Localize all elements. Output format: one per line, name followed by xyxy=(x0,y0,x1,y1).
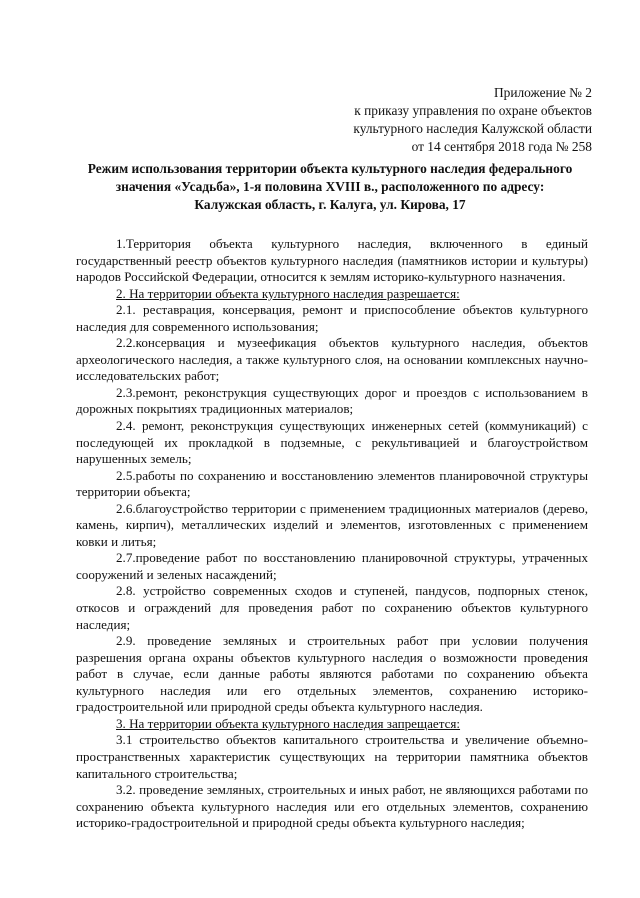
paragraph-2-4: 2.4. ремонт, реконструкция существующих инженерных сетей (коммуникаций) с последующей их прокладкой в подземные, с рекультивацией и благоустройством нарушенных земель; xyxy=(76,418,588,467)
title-line: значения «Усадьба», 1-я половина XVIII в., расположенного по адресу: xyxy=(115,179,545,194)
paragraph-2-8: 2.8. устройство современных сходов и ступеней, пандусов, подпорных стенок, откосов и ограждений для проведения работ по сохранению объектов культурного наследия; xyxy=(76,583,588,632)
title-line: Режим использования территории объекта культурного наследия федерального xyxy=(87,161,573,176)
paragraph-2-1: 2.1. реставрация, консервация, ремонт и приспособление объектов культурного наследия для современного использования; xyxy=(76,302,588,334)
paragraph-2-3: 2.3.ремонт, реконструкция существующих дорог и проездов с использованием в дорожных покрытиях традиционных материалов; xyxy=(76,384,588,417)
paragraph-3-2: 3.2. проведение земляных, строительных и иных работ, не являющихся работами по сохранению объекта культурного наследия или его отдельных элементов, сохранению историко-градостроительной и природной среды объекта культурного наследия; xyxy=(76,782,588,831)
paragraph-2-2: 2.2.консервация и музеефикация объектов культурного наследия, объектов археологического наследия, а также культурного слоя, на основании комплексных научно-исследовательских работ; xyxy=(76,335,588,384)
section-heading-3: 3. На территории объекта культурного наследия запрещается: xyxy=(116,715,461,731)
title-line: Калужская область, г. Калуга, ул. Кирова, 17 xyxy=(194,197,466,212)
paragraph-3-1: 3.1 строительство объектов капитального строительства и увеличение объемно-пространственных характеристик существующих на территории памятника объектов капитального строительства; xyxy=(76,732,588,781)
paragraph-2-7: 2.7.проведение работ по восстановлению планировочной структуры, утраченных сооружений и зеленых насаждений; xyxy=(76,550,588,582)
paragraph-1: 1.Территория объекта культурного наследия, включенного в единый государственный реестр объектов культурного наследия (памятников истории и культуры) народов Российской Федерации, относится к землям историко-культурного назначения. xyxy=(76,236,588,285)
document-title xyxy=(70,160,590,214)
document-body xyxy=(76,236,588,832)
appendix-line: Приложение № 2 xyxy=(493,85,592,100)
paragraph-2-5: 2.5.работы по сохранению и восстановлению элементов планировочной структуры территории объекта; xyxy=(76,467,588,500)
appendix-line: к приказу управления по охране объектов xyxy=(354,103,592,118)
appendix-header xyxy=(353,84,592,156)
section-heading-2: 2. На территории объекта культурного наследия разрешается: xyxy=(116,285,460,301)
appendix-line: от 14 сентября 2018 года № 258 xyxy=(411,139,592,154)
appendix-line: культурного наследия Калужской области xyxy=(353,121,592,136)
paragraph-2-6: 2.6.благоустройство территории с применением традиционных материалов (дерево, камень, кирпич), металлических изделий и элементов, изготовленных с применением ковки и литья; xyxy=(76,500,588,549)
paragraph-2-9: 2.9. проведение земляных и строительных работ при условии получения разрешения органа охраны объектов культурного наследия о возможности проведения работ в случае, если данные работы являются работами по сохранению объекта культурного наследия или его отдельных элементов, сохранению историко-градостроительной или природной среды объекта культурного наследия. xyxy=(76,633,588,715)
